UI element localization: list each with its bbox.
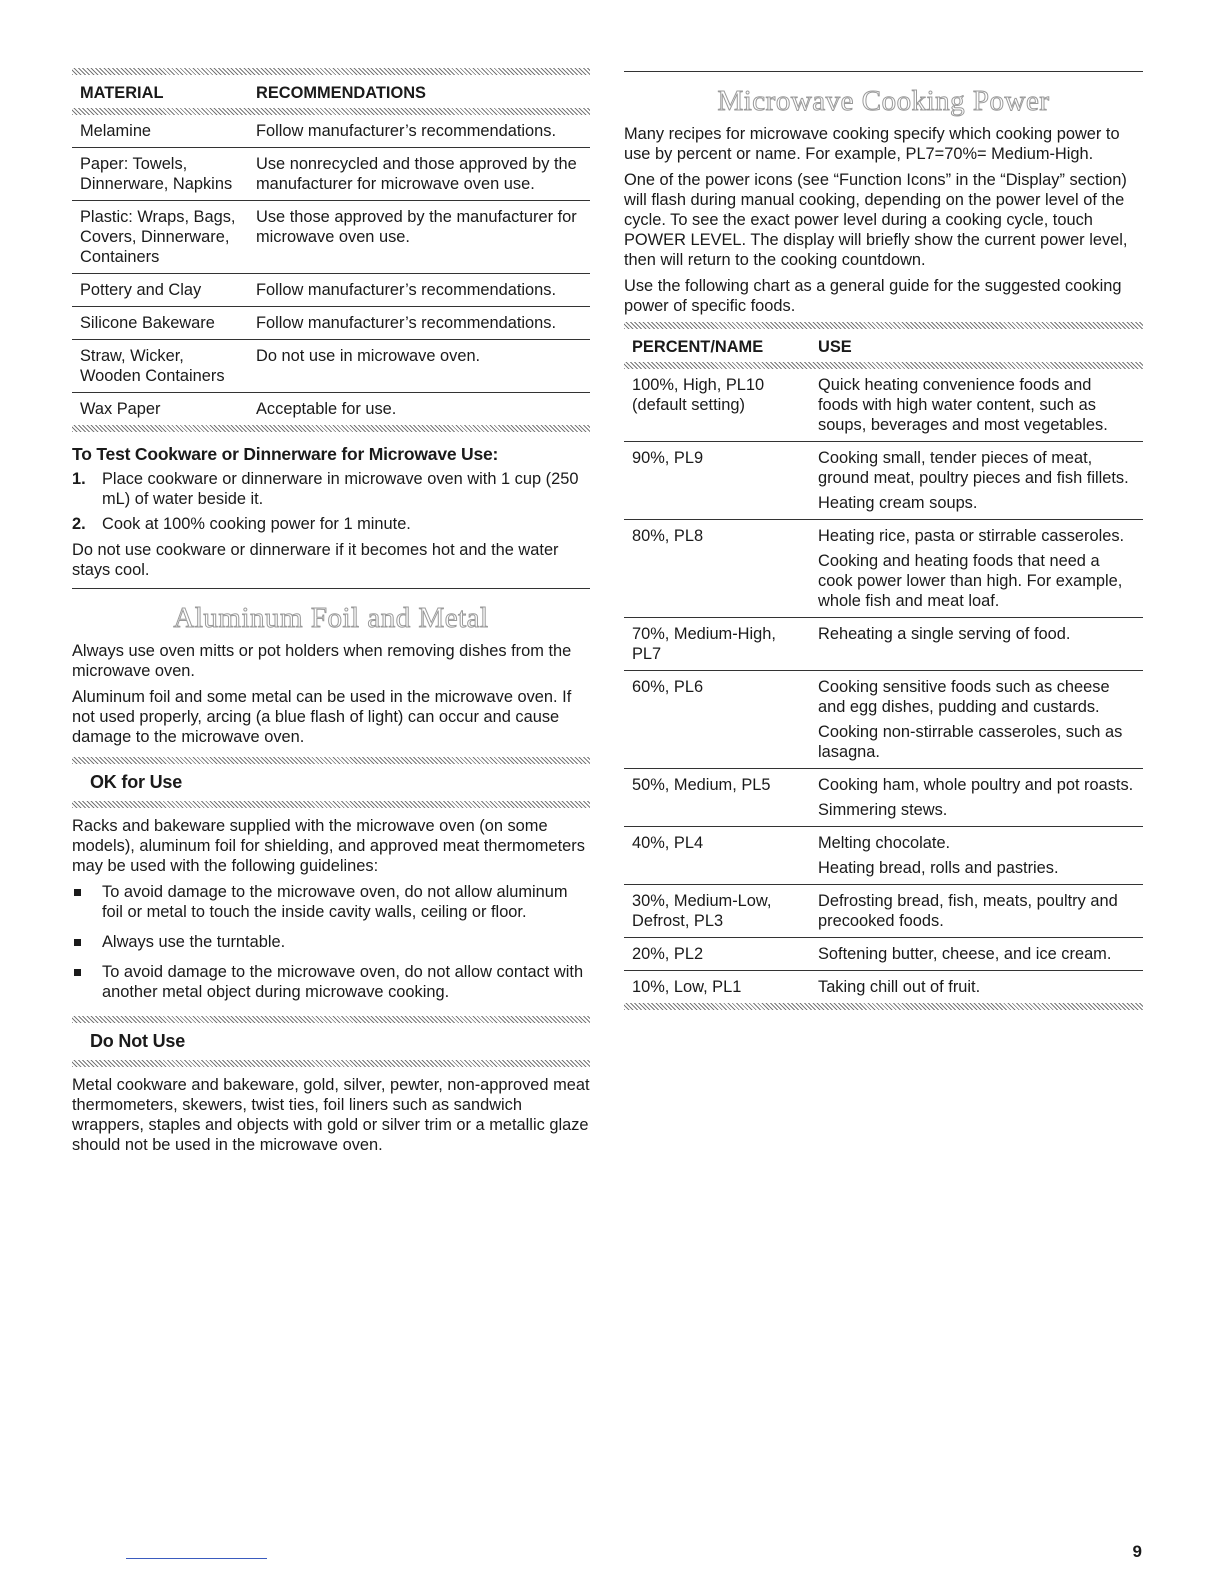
hatch-divider (72, 1060, 590, 1067)
hatch-divider (72, 108, 590, 115)
use-text: Heating cream soups. (818, 494, 978, 512)
percent-cell: 30%, Medium-Low, Defrost, PL3 (624, 885, 810, 938)
table-row (624, 520, 1143, 618)
cooking-power-section-title: Microwave Cooking Power (717, 85, 1050, 117)
table-row (72, 148, 590, 201)
ok-for-use-header (72, 757, 590, 808)
ok-for-use-bullets (72, 882, 590, 1002)
section-rule (624, 71, 1143, 72)
use-cell (810, 938, 1143, 971)
use-cell (810, 671, 1143, 769)
use-cell (810, 769, 1143, 827)
power-header-percent: PERCENT/NAME (632, 338, 764, 356)
hatch-divider (72, 801, 590, 808)
use-text: Cooking non-stirrable casseroles, such as lasagna. (818, 723, 1123, 761)
cooking-power-paragraph: Use the following chart as a general guide for the suggested cooking power of specific foods. (624, 277, 1122, 315)
bullet-square-icon (74, 889, 81, 896)
list-item (72, 932, 590, 952)
recommendation-cell: Follow manufacturer’s recommendations. (248, 307, 590, 340)
hatch-divider (624, 1003, 1143, 1010)
step-number: 2. (72, 515, 86, 533)
material-cell: Pottery and Clay (72, 274, 248, 307)
use-text: Simmering stews. (818, 801, 948, 819)
list-item (72, 882, 590, 922)
recommendation-cell: Follow manufacturer’s recommendations. (248, 274, 590, 307)
do-not-use-heading: Do Not Use (90, 1031, 186, 1051)
section-rule (72, 588, 590, 589)
percent-cell: 60%, PL6 (624, 671, 810, 769)
cooking-power-paragraph: One of the power icons (see “Function Icons” in the “Display” section) will flash during manual cooking, depending on the power level of the cycle. To see the exact power level during a cooking cycle, touch POWER LEVEL. The display will briefly show the current power level, then will return to the cooking countdown. (624, 171, 1128, 269)
use-cell (810, 827, 1143, 885)
use-text: Heating bread, rolls and pastries. (818, 859, 1059, 877)
recommendation-cell: Use those approved by the manufacturer for microwave oven use. (248, 201, 590, 274)
use-text: Cooking small, tender pieces of meat, ground meat, poultry pieces and fish fillets. (818, 449, 1129, 487)
cooking-power-paragraph: Many recipes for microwave cooking specify which cooking power to use by percent or name. For example, PL7=70%= Medium-High. (624, 125, 1120, 163)
use-cell (810, 971, 1143, 1004)
aluminum-section-title: Aluminum Foil and Metal (173, 602, 489, 634)
table-row (72, 340, 590, 393)
use-text: Reheating a single serving of food. (818, 625, 1071, 643)
use-text: Softening butter, cheese, and ice cream. (818, 945, 1112, 963)
right-column (624, 68, 1143, 1010)
material-cell: Straw, Wicker, Wooden Containers (72, 340, 248, 393)
cooking-power-table (624, 329, 1143, 1003)
percent-cell: 80%, PL8 (624, 520, 810, 618)
bullet-text: Always use the turntable. (102, 933, 286, 951)
hatch-divider (72, 68, 590, 75)
list-item (72, 514, 590, 534)
aluminum-paragraph: Aluminum foil and some metal can be used in the microwave oven. If not used properly, arcing (a blue flash of light) can occur and cause damage to the microwave oven. (72, 688, 572, 746)
step-number: 1. (72, 470, 86, 488)
table-row (72, 393, 590, 426)
material-cell: Plastic: Wraps, Bags, Covers, Dinnerware, Containers (72, 201, 248, 274)
list-item (72, 469, 590, 509)
test-note: Do not use cookware or dinnerware if it becomes hot and the water stays cool. (72, 541, 559, 579)
do-not-use-header (72, 1016, 590, 1067)
table-row (624, 442, 1143, 520)
footer-line (126, 1558, 267, 1559)
use-text: Quick heating convenience foods and foods with high water content, such as soups, beverages and most vegetables. (818, 376, 1108, 434)
percent-cell: 40%, PL4 (624, 827, 810, 885)
table-row (72, 307, 590, 340)
percent-cell: 20%, PL2 (624, 938, 810, 971)
percent-cell: 70%, Medium-High, PL7 (624, 618, 810, 671)
list-item (72, 962, 590, 1002)
power-header-use: USE (818, 338, 852, 356)
table-row (72, 115, 590, 148)
bullet-square-icon (74, 969, 81, 976)
hatch-divider (72, 1016, 590, 1023)
test-steps-list (72, 469, 590, 534)
percent-cell: 10%, Low, PL1 (624, 971, 810, 1004)
hatch-divider (72, 425, 590, 432)
table-row (72, 274, 590, 307)
percent-cell: 90%, PL9 (624, 442, 810, 520)
table-row (624, 369, 1143, 442)
use-text: Heating rice, pasta or stirrable casseroles. (818, 527, 1125, 545)
use-text: Taking chill out of fruit. (818, 978, 981, 996)
materials-header-material: MATERIAL (80, 84, 164, 102)
step-text: Place cookware or dinnerware in microwave oven with 1 cup (250 mL) of water beside it. (102, 470, 579, 508)
material-cell: Wax Paper (72, 393, 248, 426)
ok-for-use-intro: Racks and bakeware supplied with the microwave oven (on some models), aluminum foil for shielding, and approved meat thermometers may be used with the following guidelines: (72, 817, 585, 875)
material-cell: Paper: Towels, Dinnerware, Napkins (72, 148, 248, 201)
use-text: Cooking ham, whole poultry and pot roasts. (818, 776, 1134, 794)
materials-header-recommendations: RECOMMENDATIONS (256, 84, 426, 102)
table-row (72, 201, 590, 274)
recommendation-cell: Do not use in microwave oven. (248, 340, 590, 393)
recommendation-cell: Use nonrecycled and those approved by the manufacturer for microwave oven use. (248, 148, 590, 201)
percent-cell: 50%, Medium, PL5 (624, 769, 810, 827)
table-row (624, 827, 1143, 885)
hatch-divider (624, 362, 1143, 369)
use-cell (810, 442, 1143, 520)
percent-cell: 100%, High, PL10 (default setting) (632, 376, 765, 414)
aluminum-paragraph: Always use oven mitts or pot holders when removing dishes from the microwave oven. (72, 642, 572, 680)
hatch-divider (72, 757, 590, 764)
use-text: Defrosting bread, fish, meats, poultry and precooked foods. (818, 892, 1118, 930)
bullet-text: To avoid damage to the microwave oven, do not allow aluminum foil or metal to touch the inside cavity walls, ceiling or floor. (102, 883, 568, 921)
use-cell (810, 618, 1143, 671)
use-text: Cooking sensitive foods such as cheese and egg dishes, pudding and custards. (818, 678, 1110, 716)
material-cell: Silicone Bakeware (72, 307, 248, 340)
table-row (624, 885, 1143, 938)
bullet-square-icon (74, 939, 81, 946)
table-row (624, 769, 1143, 827)
materials-table (72, 75, 590, 425)
do-not-use-text: Metal cookware and bakeware, gold, silver, pewter, non-approved meat thermometers, skewers, twist ties, foil liners such as sandwich wrappers, staples and objects with gold or silver trim or a metallic glaze should not be used in the microwave oven. (72, 1076, 590, 1154)
use-cell (810, 520, 1143, 618)
table-row (624, 671, 1143, 769)
material-cell: Melamine (80, 122, 152, 140)
left-column (72, 68, 590, 1161)
use-text: Cooking and heating foods that need a cook power lower than high. For example, whole fish and meat loaf. (818, 552, 1123, 610)
hatch-divider (624, 322, 1143, 329)
page-number: 9 (1132, 1542, 1142, 1561)
use-text: Melting chocolate. (818, 834, 951, 852)
test-cookware-heading: To Test Cookware or Dinnerware for Microwave Use: (72, 444, 499, 464)
bullet-text: To avoid damage to the microwave oven, do not allow contact with another metal object during microwave cooking. (102, 963, 584, 1001)
recommendation-cell: Acceptable for use. (248, 393, 590, 426)
table-row (624, 938, 1143, 971)
use-cell (810, 369, 1143, 442)
step-text: Cook at 100% cooking power for 1 minute. (102, 515, 411, 533)
ok-for-use-heading: OK for Use (90, 772, 183, 792)
table-row (624, 971, 1143, 1004)
table-row (624, 618, 1143, 671)
recommendation-cell: Follow manufacturer’s recommendations. (256, 122, 557, 140)
use-cell (810, 885, 1143, 938)
